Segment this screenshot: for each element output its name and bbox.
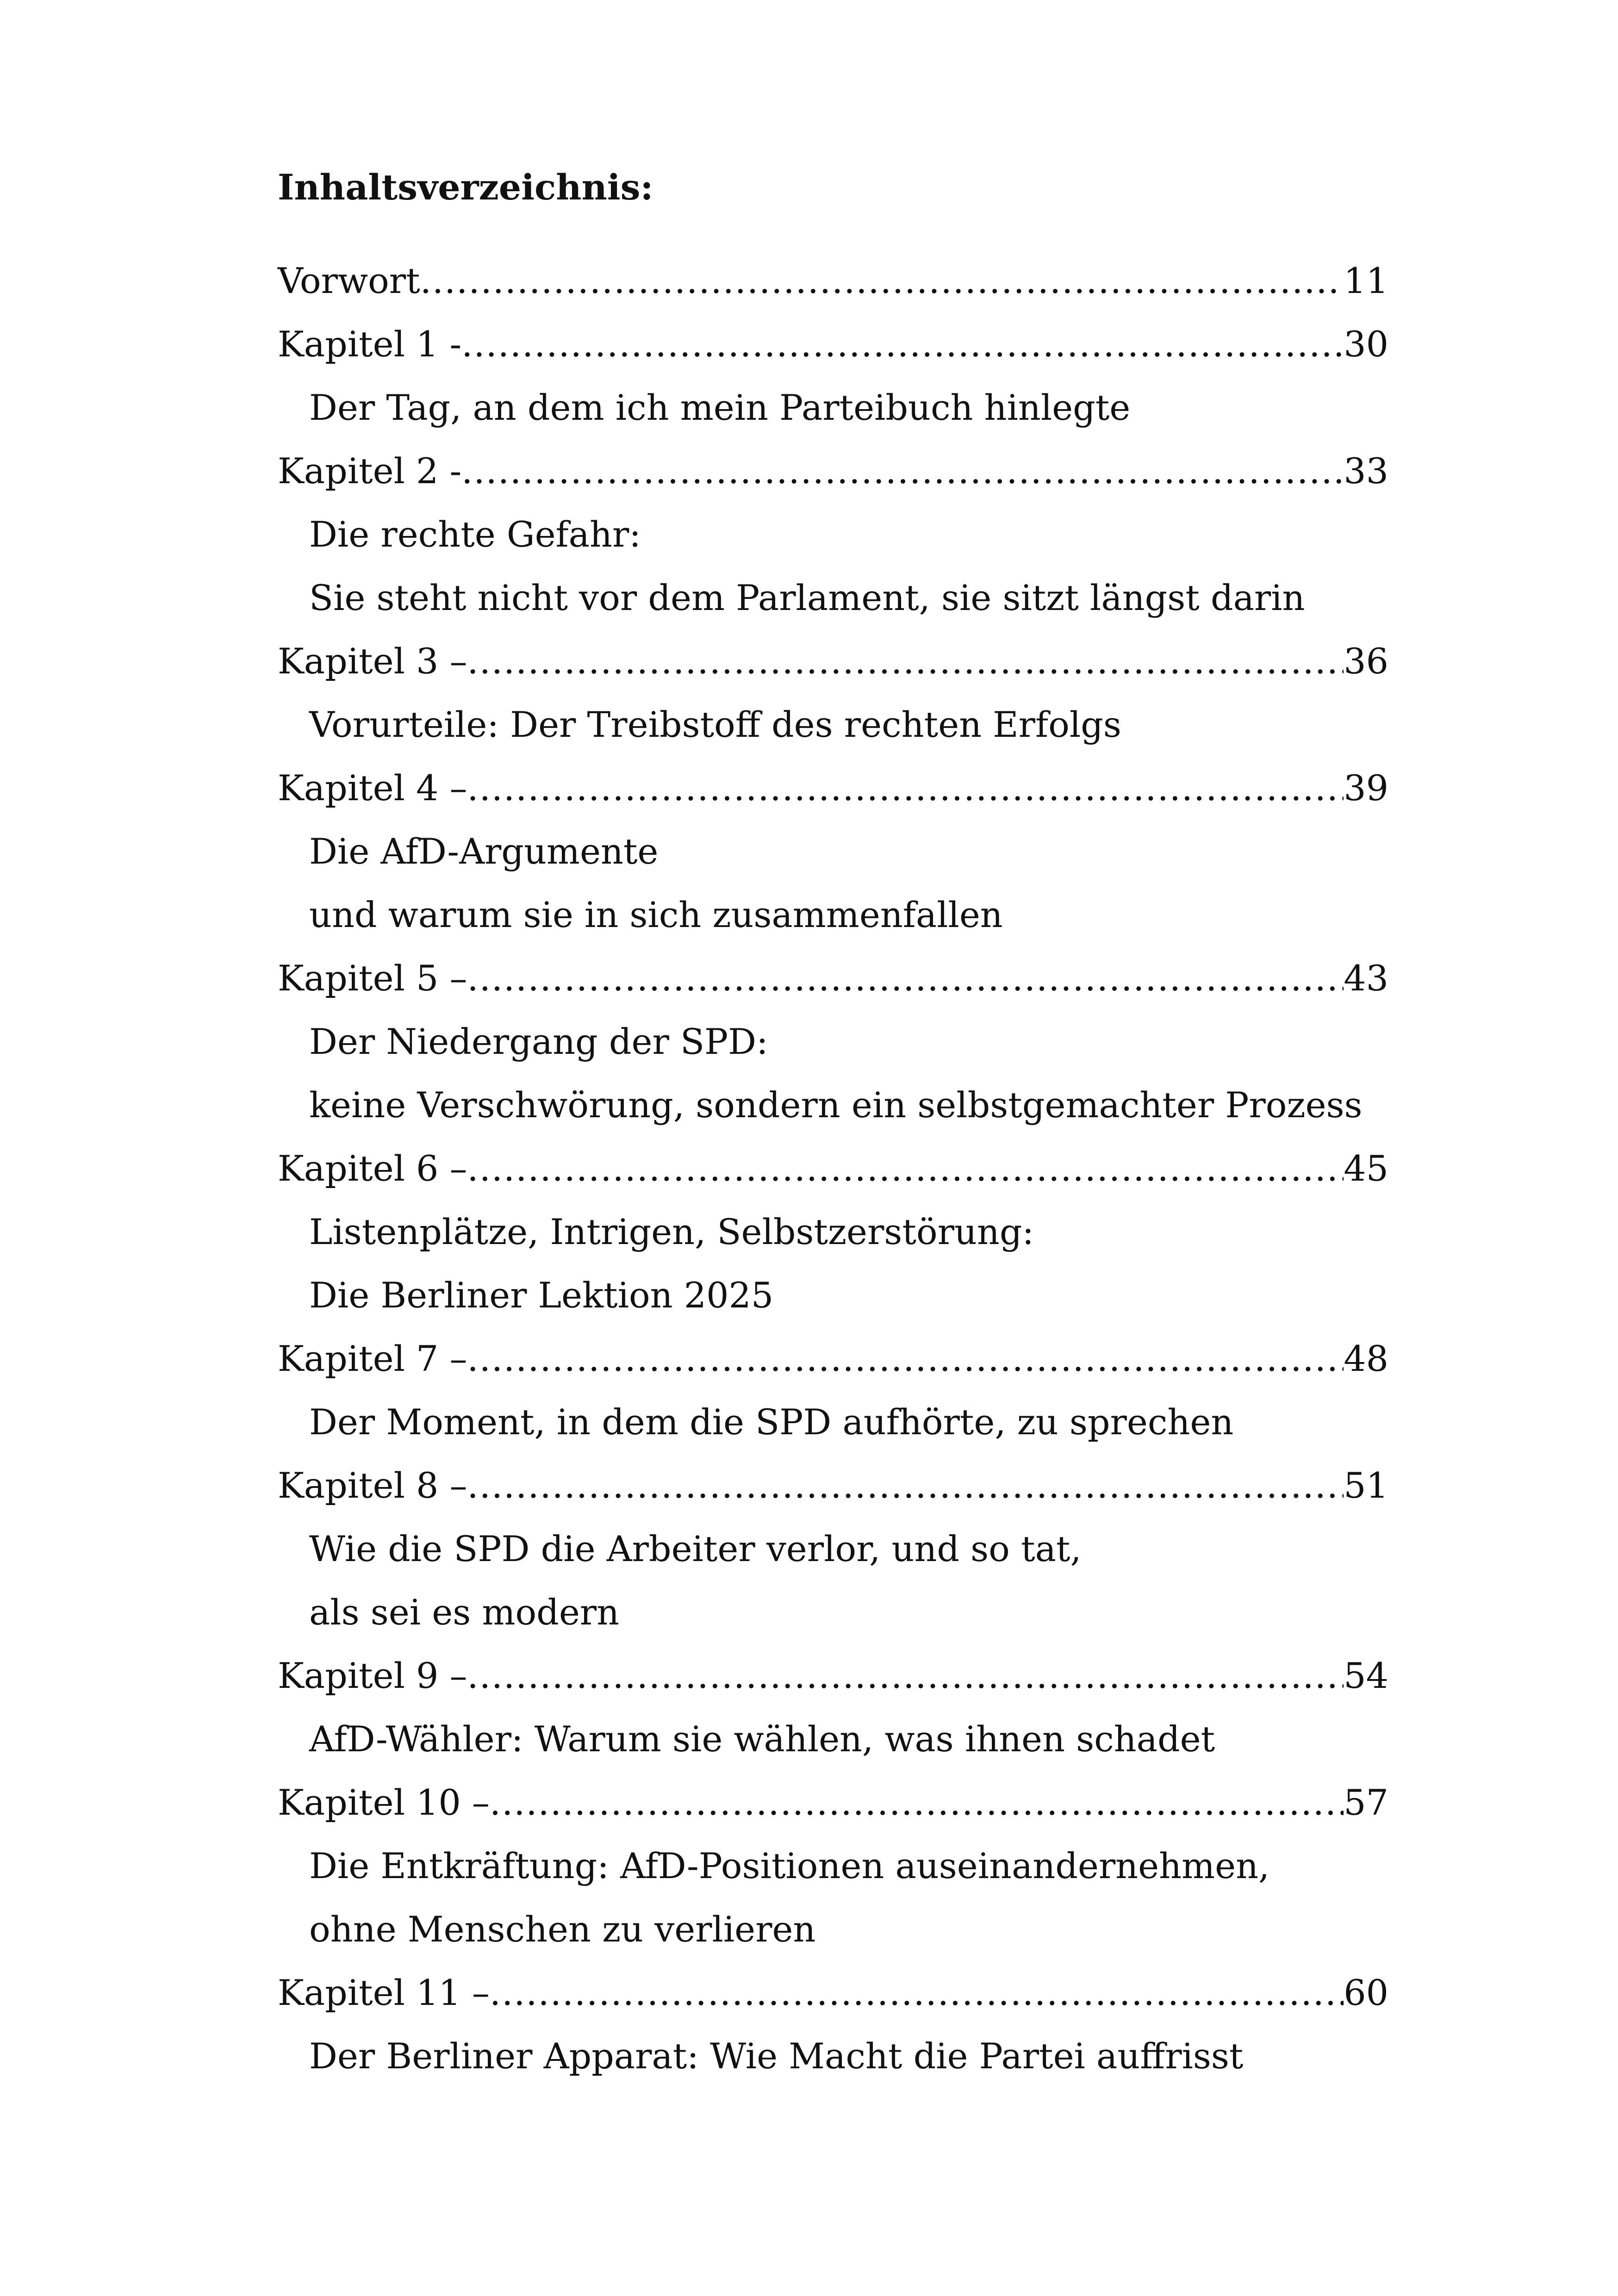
toc-entry-line	[278, 249, 1388, 312]
dot-leader	[420, 249, 1344, 312]
toc-entry-subtitle: Die Berliner Lektion 2025	[309, 1275, 774, 1316]
toc-entry	[278, 439, 1388, 629]
toc-entry-line	[278, 1644, 1388, 1707]
toc-entry-subtitle: und warum sie in sich zusammenfallen	[309, 894, 1003, 935]
dot-leader	[467, 1454, 1344, 1517]
toc-entry	[278, 629, 1388, 756]
toc-entry-page-number: 48	[1344, 1338, 1388, 1379]
toc-entry-subtitle: Sie steht nicht vor dem Parlament, sie sitzt längst darin	[309, 577, 1305, 618]
toc-entry-subtitle: Die rechte Gefahr:	[309, 514, 641, 555]
toc-entry	[278, 1454, 1388, 1644]
toc-entry-label: Kapitel 7 –	[278, 1338, 467, 1379]
toc-entry-page-number: 43	[1344, 958, 1388, 999]
toc-entry-subtitle: keine Verschwörung, sondern ein selbstgemachter Prozess	[309, 1084, 1363, 1126]
dot-leader	[467, 1137, 1344, 1200]
toc-entry-page-number: 51	[1344, 1465, 1388, 1506]
toc-entry	[278, 312, 1388, 439]
toc-entry-page-number: 33	[1344, 450, 1388, 492]
dot-leader	[467, 946, 1344, 1010]
toc-entry	[278, 249, 1388, 312]
toc-entry-line	[278, 312, 1388, 376]
toc-entry-page-number: 30	[1344, 324, 1388, 365]
toc-entry-label: Kapitel 1 -	[278, 324, 462, 365]
dot-leader	[467, 1327, 1344, 1390]
toc-entry-page-number: 11	[1344, 260, 1388, 301]
dot-leader	[490, 1961, 1344, 2024]
toc-entry-line	[278, 1771, 1388, 1834]
toc-entry-label: Vorwort	[278, 260, 420, 301]
toc-entry-subtitle: ohne Menschen zu verlieren	[309, 1909, 816, 1950]
toc-entry-page-number: 36	[1344, 641, 1388, 682]
dot-leader	[467, 756, 1344, 820]
toc-entry-line	[278, 756, 1388, 820]
toc-entry	[278, 1961, 1388, 2088]
dot-leader	[490, 1771, 1344, 1834]
toc-entry-line	[278, 1454, 1388, 1517]
toc-entry-label: Kapitel 11 –	[278, 1972, 490, 2013]
toc-entry-label: Kapitel 4 –	[278, 767, 467, 809]
dot-leader	[467, 1644, 1344, 1707]
toc-entry-subtitle: Der Berliner Apparat: Wie Macht die Partei auffrisst	[309, 2035, 1244, 2077]
toc-heading: Inhaltsverzeichnis:	[278, 167, 653, 208]
toc-entry-subtitle: Der Moment, in dem die SPD aufhörte, zu sprechen	[309, 1401, 1234, 1443]
dot-leader	[461, 439, 1344, 503]
toc-entry-page-number: 57	[1344, 1782, 1388, 1823]
toc-entry-line	[278, 1961, 1388, 2024]
toc-page	[278, 153, 1388, 2088]
toc-entry	[278, 756, 1388, 946]
toc-list	[278, 249, 1388, 2088]
toc-entry-page-number: 39	[1344, 767, 1388, 809]
toc-entry-label: Kapitel 5 –	[278, 958, 467, 999]
toc-entry-page-number: 45	[1344, 1148, 1388, 1189]
toc-entry	[278, 1771, 1388, 1961]
toc-entry-label: Kapitel 6 –	[278, 1148, 467, 1189]
toc-entry-subtitle: Wie die SPD die Arbeiter verlor, und so tat,	[309, 1528, 1082, 1569]
toc-entry-line	[278, 439, 1388, 503]
dot-leader	[461, 312, 1344, 376]
toc-entry-subtitle: Die AfD-Argumente	[309, 831, 659, 872]
toc-entry-subtitle: als sei es modern	[309, 1592, 620, 1633]
toc-entry-line	[278, 946, 1388, 1010]
toc-entry-line	[278, 629, 1388, 693]
toc-entry-label: Kapitel 8 –	[278, 1465, 467, 1506]
toc-entry-line	[278, 1327, 1388, 1390]
toc-entry-label: Kapitel 9 –	[278, 1655, 467, 1696]
toc-entry-page-number: 60	[1344, 1972, 1388, 2013]
toc-entry-subtitle: AfD-Wähler: Warum sie wählen, was ihnen schadet	[309, 1718, 1215, 1760]
toc-entry	[278, 1327, 1388, 1454]
toc-entry-subtitle: Der Niedergang der SPD:	[309, 1021, 768, 1062]
toc-entry	[278, 1644, 1388, 1771]
toc-entry-label: Kapitel 10 –	[278, 1782, 490, 1823]
toc-entry-line	[278, 1137, 1388, 1200]
dot-leader	[467, 629, 1344, 693]
toc-entry-label: Kapitel 3 –	[278, 641, 467, 682]
toc-entry-label: Kapitel 2 -	[278, 450, 462, 492]
toc-entry-subtitle: Die Entkräftung: AfD-Positionen auseinandernehmen,	[309, 1845, 1270, 1886]
toc-entry	[278, 946, 1388, 1137]
toc-entry-page-number: 54	[1344, 1655, 1388, 1696]
toc-entry-subtitle: Vorurteile: Der Treibstoff des rechten Erfolgs	[309, 704, 1121, 745]
toc-entry-subtitle: Listenplätze, Intrigen, Selbstzerstörung:	[309, 1211, 1034, 1252]
toc-entry	[278, 1137, 1388, 1327]
toc-entry-subtitle: Der Tag, an dem ich mein Parteibuch hinlegte	[309, 387, 1131, 428]
